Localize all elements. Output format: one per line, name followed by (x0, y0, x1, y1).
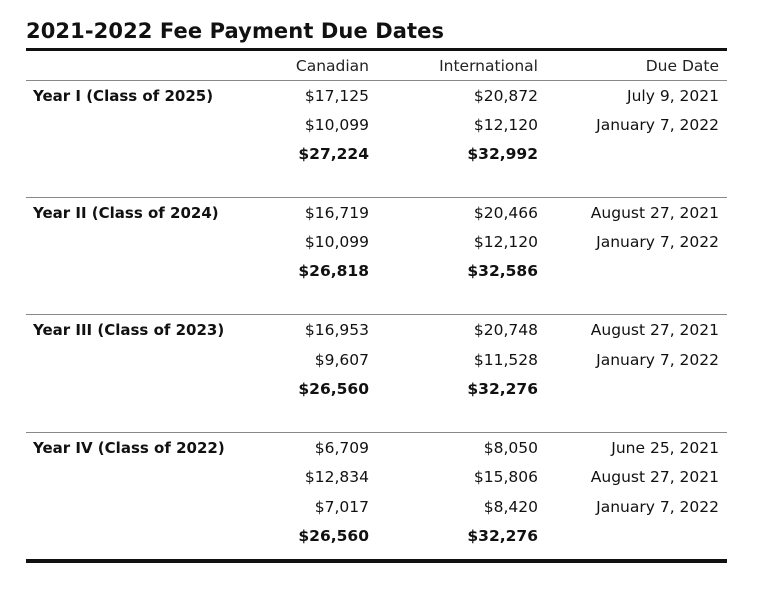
canadian-amount: $12,834 (304, 468, 369, 486)
group-separator (26, 197, 727, 198)
international-amount: $15,806 (473, 468, 538, 486)
canadian-total: $26,818 (298, 262, 369, 280)
bottom-rule (26, 559, 727, 563)
due-date: June 25, 2021 (611, 439, 719, 457)
group-label: Year II (Class of 2024) (33, 204, 219, 222)
column-header-canadian: Canadian (295, 57, 369, 75)
due-date: August 27, 2021 (590, 204, 719, 222)
international-amount: $12,120 (473, 233, 538, 251)
international-amount: $8,420 (483, 498, 538, 516)
group-separator (26, 432, 727, 433)
page-title: 2021-2022 Fee Payment Due Dates (26, 19, 445, 43)
international-amount: $20,872 (473, 87, 538, 105)
group-separator (26, 314, 727, 315)
canadian-amount: $16,953 (304, 321, 369, 339)
international-amount: $11,528 (473, 351, 538, 369)
due-date: August 27, 2021 (590, 468, 719, 486)
canadian-total: $26,560 (298, 527, 369, 545)
top-rule (26, 48, 727, 51)
group-label: Year IV (Class of 2022) (33, 439, 225, 457)
international-amount: $20,748 (473, 321, 538, 339)
due-date: January 7, 2022 (596, 498, 719, 516)
canadian-amount: $16,719 (304, 204, 369, 222)
canadian-amount: $9,607 (314, 351, 369, 369)
international-amount: $20,466 (473, 204, 538, 222)
international-total: $32,992 (467, 145, 538, 163)
international-total: $32,276 (467, 527, 538, 545)
canadian-amount: $6,709 (314, 439, 369, 457)
due-date: July 9, 2021 (627, 87, 719, 105)
group-label: Year I (Class of 2025) (33, 87, 214, 105)
canadian-total: $26,560 (298, 380, 369, 398)
due-date: January 7, 2022 (596, 351, 719, 369)
group-label: Year III (Class of 2023) (33, 321, 225, 339)
due-date: January 7, 2022 (596, 233, 719, 251)
canadian-amount: $17,125 (304, 87, 369, 105)
column-header-international: International (439, 57, 538, 75)
international-total: $32,586 (467, 262, 538, 280)
due-date: January 7, 2022 (596, 116, 719, 134)
header-rule (26, 80, 727, 81)
international-total: $32,276 (467, 380, 538, 398)
canadian-amount: $7,017 (314, 498, 369, 516)
column-header-due-date: Due Date (645, 57, 719, 75)
international-amount: $8,050 (483, 439, 538, 457)
canadian-total: $27,224 (298, 145, 369, 163)
due-date: August 27, 2021 (590, 321, 719, 339)
canadian-amount: $10,099 (304, 233, 369, 251)
canadian-amount: $10,099 (304, 116, 369, 134)
international-amount: $12,120 (473, 116, 538, 134)
